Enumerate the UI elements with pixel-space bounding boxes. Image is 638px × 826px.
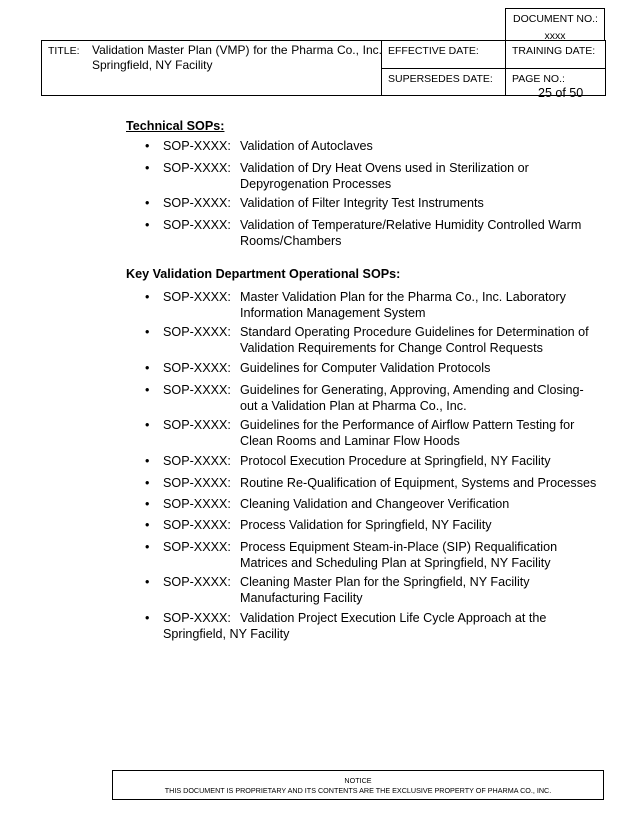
effective-date-label: EFFECTIVE DATE: xyxy=(388,45,479,57)
training-date-label: TRAINING DATE: xyxy=(512,45,596,57)
footer-notice xyxy=(112,770,604,800)
notice-heading: NOTICE xyxy=(344,776,372,785)
training-date-cell xyxy=(505,40,606,69)
sop-title: Validation of Autoclaves xyxy=(240,139,373,153)
bullet: • xyxy=(145,139,150,153)
sop-code: SOP-XXXX: xyxy=(163,518,231,532)
bullet: • xyxy=(145,575,150,589)
sop-title-continued: Springfield, NY Facility xyxy=(163,626,290,641)
sop-title: Cleaning Master Plan for the Springfield, NY Facility xyxy=(240,575,530,589)
sop-title-continued: Matrices and Scheduling Plan at Springfield, NY Facility xyxy=(240,555,551,570)
sop-title: Master Validation Plan for the Pharma Co., Inc. Laboratory xyxy=(240,290,566,304)
page-number-label: PAGE NO.: xyxy=(512,73,565,85)
supersedes-date-label: SUPERSEDES DATE: xyxy=(388,73,493,85)
document-number-box xyxy=(505,8,605,41)
sop-code: SOP-XXXX: xyxy=(163,611,231,625)
sop-title: Process Equipment Steam-in-Place (SIP) Requalification xyxy=(240,540,558,554)
sop-title-continued: Validation Requirements for Change Control Requests xyxy=(240,340,543,355)
sop-title: Routine Re-Qualification of Equipment, Systems and Processes xyxy=(240,476,597,490)
title-label: TITLE: xyxy=(48,45,80,57)
sop-title: Validation Project Execution Life Cycle Approach at the xyxy=(240,611,547,625)
sop-title: Validation of Dry Heat Ovens used in Sterilization or xyxy=(240,161,529,175)
bullet: • xyxy=(145,418,150,432)
bullet: • xyxy=(145,383,150,397)
bullet: • xyxy=(145,325,150,339)
bullet: • xyxy=(145,611,150,625)
sop-code: SOP-XXXX: xyxy=(163,540,231,554)
sop-title-continued: out a Validation Plan at Pharma Co., Inc. xyxy=(240,398,467,413)
sop-title-continued: Information Management System xyxy=(240,305,426,320)
bullet: • xyxy=(145,518,150,532)
title-cell xyxy=(41,40,382,96)
effective-date-cell xyxy=(381,40,506,69)
bullet: • xyxy=(145,497,150,511)
sop-code: SOP-XXXX: xyxy=(163,418,231,432)
bullet: • xyxy=(145,454,150,468)
document-number-label: DOCUMENT NO.: xyxy=(513,13,598,25)
bullet: • xyxy=(145,476,150,490)
sop-title: Process Validation for Springfield, NY Facility xyxy=(240,518,492,532)
sop-code: SOP-XXXX: xyxy=(163,290,231,304)
notice-text: THIS DOCUMENT IS PROPRIETARY AND ITS CONTENTS ARE THE EXCLUSIVE PROPERTY OF PHARMA CO., INC. xyxy=(164,786,552,795)
sop-title-continued: Manufacturing Facility xyxy=(240,590,363,605)
sop-code: SOP-XXXX: xyxy=(163,139,231,153)
sop-title: Cleaning Validation and Changeover Verification xyxy=(240,497,510,511)
sop-code: SOP-XXXX: xyxy=(163,361,231,375)
sop-title-continued: Depyrogenation Processes xyxy=(240,176,392,191)
sop-code: SOP-XXXX: xyxy=(163,325,231,339)
sop-title: Guidelines for Generating, Approving, Amending and Closing- xyxy=(240,383,584,397)
sop-code: SOP-XXXX: xyxy=(163,196,231,210)
sop-code: SOP-XXXX: xyxy=(163,218,231,232)
operational-sops-heading: Key Validation Department Operational SOPs: xyxy=(126,267,401,281)
sop-code: SOP-XXXX: xyxy=(163,161,231,175)
document-number-value: xxxx xyxy=(544,30,566,42)
bullet: • xyxy=(145,218,150,232)
page-number-cell xyxy=(505,68,606,100)
bullet: • xyxy=(145,361,150,375)
sop-title: Guidelines for the Performance of Airflow Pattern Testing for xyxy=(240,418,575,432)
sop-title-continued: Clean Rooms and Laminar Flow Hoods xyxy=(240,433,460,448)
bullet: • xyxy=(145,161,150,175)
bullet: • xyxy=(145,540,150,554)
sop-title: Protocol Execution Procedure at Springfield, NY Facility xyxy=(240,454,551,468)
bullet: • xyxy=(145,290,150,304)
sop-code: SOP-XXXX: xyxy=(163,497,231,511)
sop-code: SOP-XXXX: xyxy=(163,454,231,468)
sop-code: SOP-XXXX: xyxy=(163,383,231,397)
sop-code: SOP-XXXX: xyxy=(163,476,231,490)
document-title: Validation Master Plan (VMP) for the Pharma Co., Inc. Springfield, NY Facility xyxy=(92,43,382,72)
sop-title: Validation of Temperature/Relative Humidity Controlled Warm xyxy=(240,218,582,232)
sop-title: Validation of Filter Integrity Test Instruments xyxy=(240,196,484,210)
sop-title: Standard Operating Procedure Guidelines for Determination of xyxy=(240,325,589,339)
bullet: • xyxy=(145,196,150,210)
supersedes-date-cell xyxy=(381,68,506,96)
sop-title: Guidelines for Computer Validation Protocols xyxy=(240,361,491,375)
page-number-value: 25 of 50 xyxy=(538,86,584,100)
sop-title-continued: Rooms/Chambers xyxy=(240,233,342,248)
sop-code: SOP-XXXX: xyxy=(163,575,231,589)
header-table xyxy=(41,40,606,100)
technical-sops-heading: Technical SOPs: xyxy=(126,119,225,133)
